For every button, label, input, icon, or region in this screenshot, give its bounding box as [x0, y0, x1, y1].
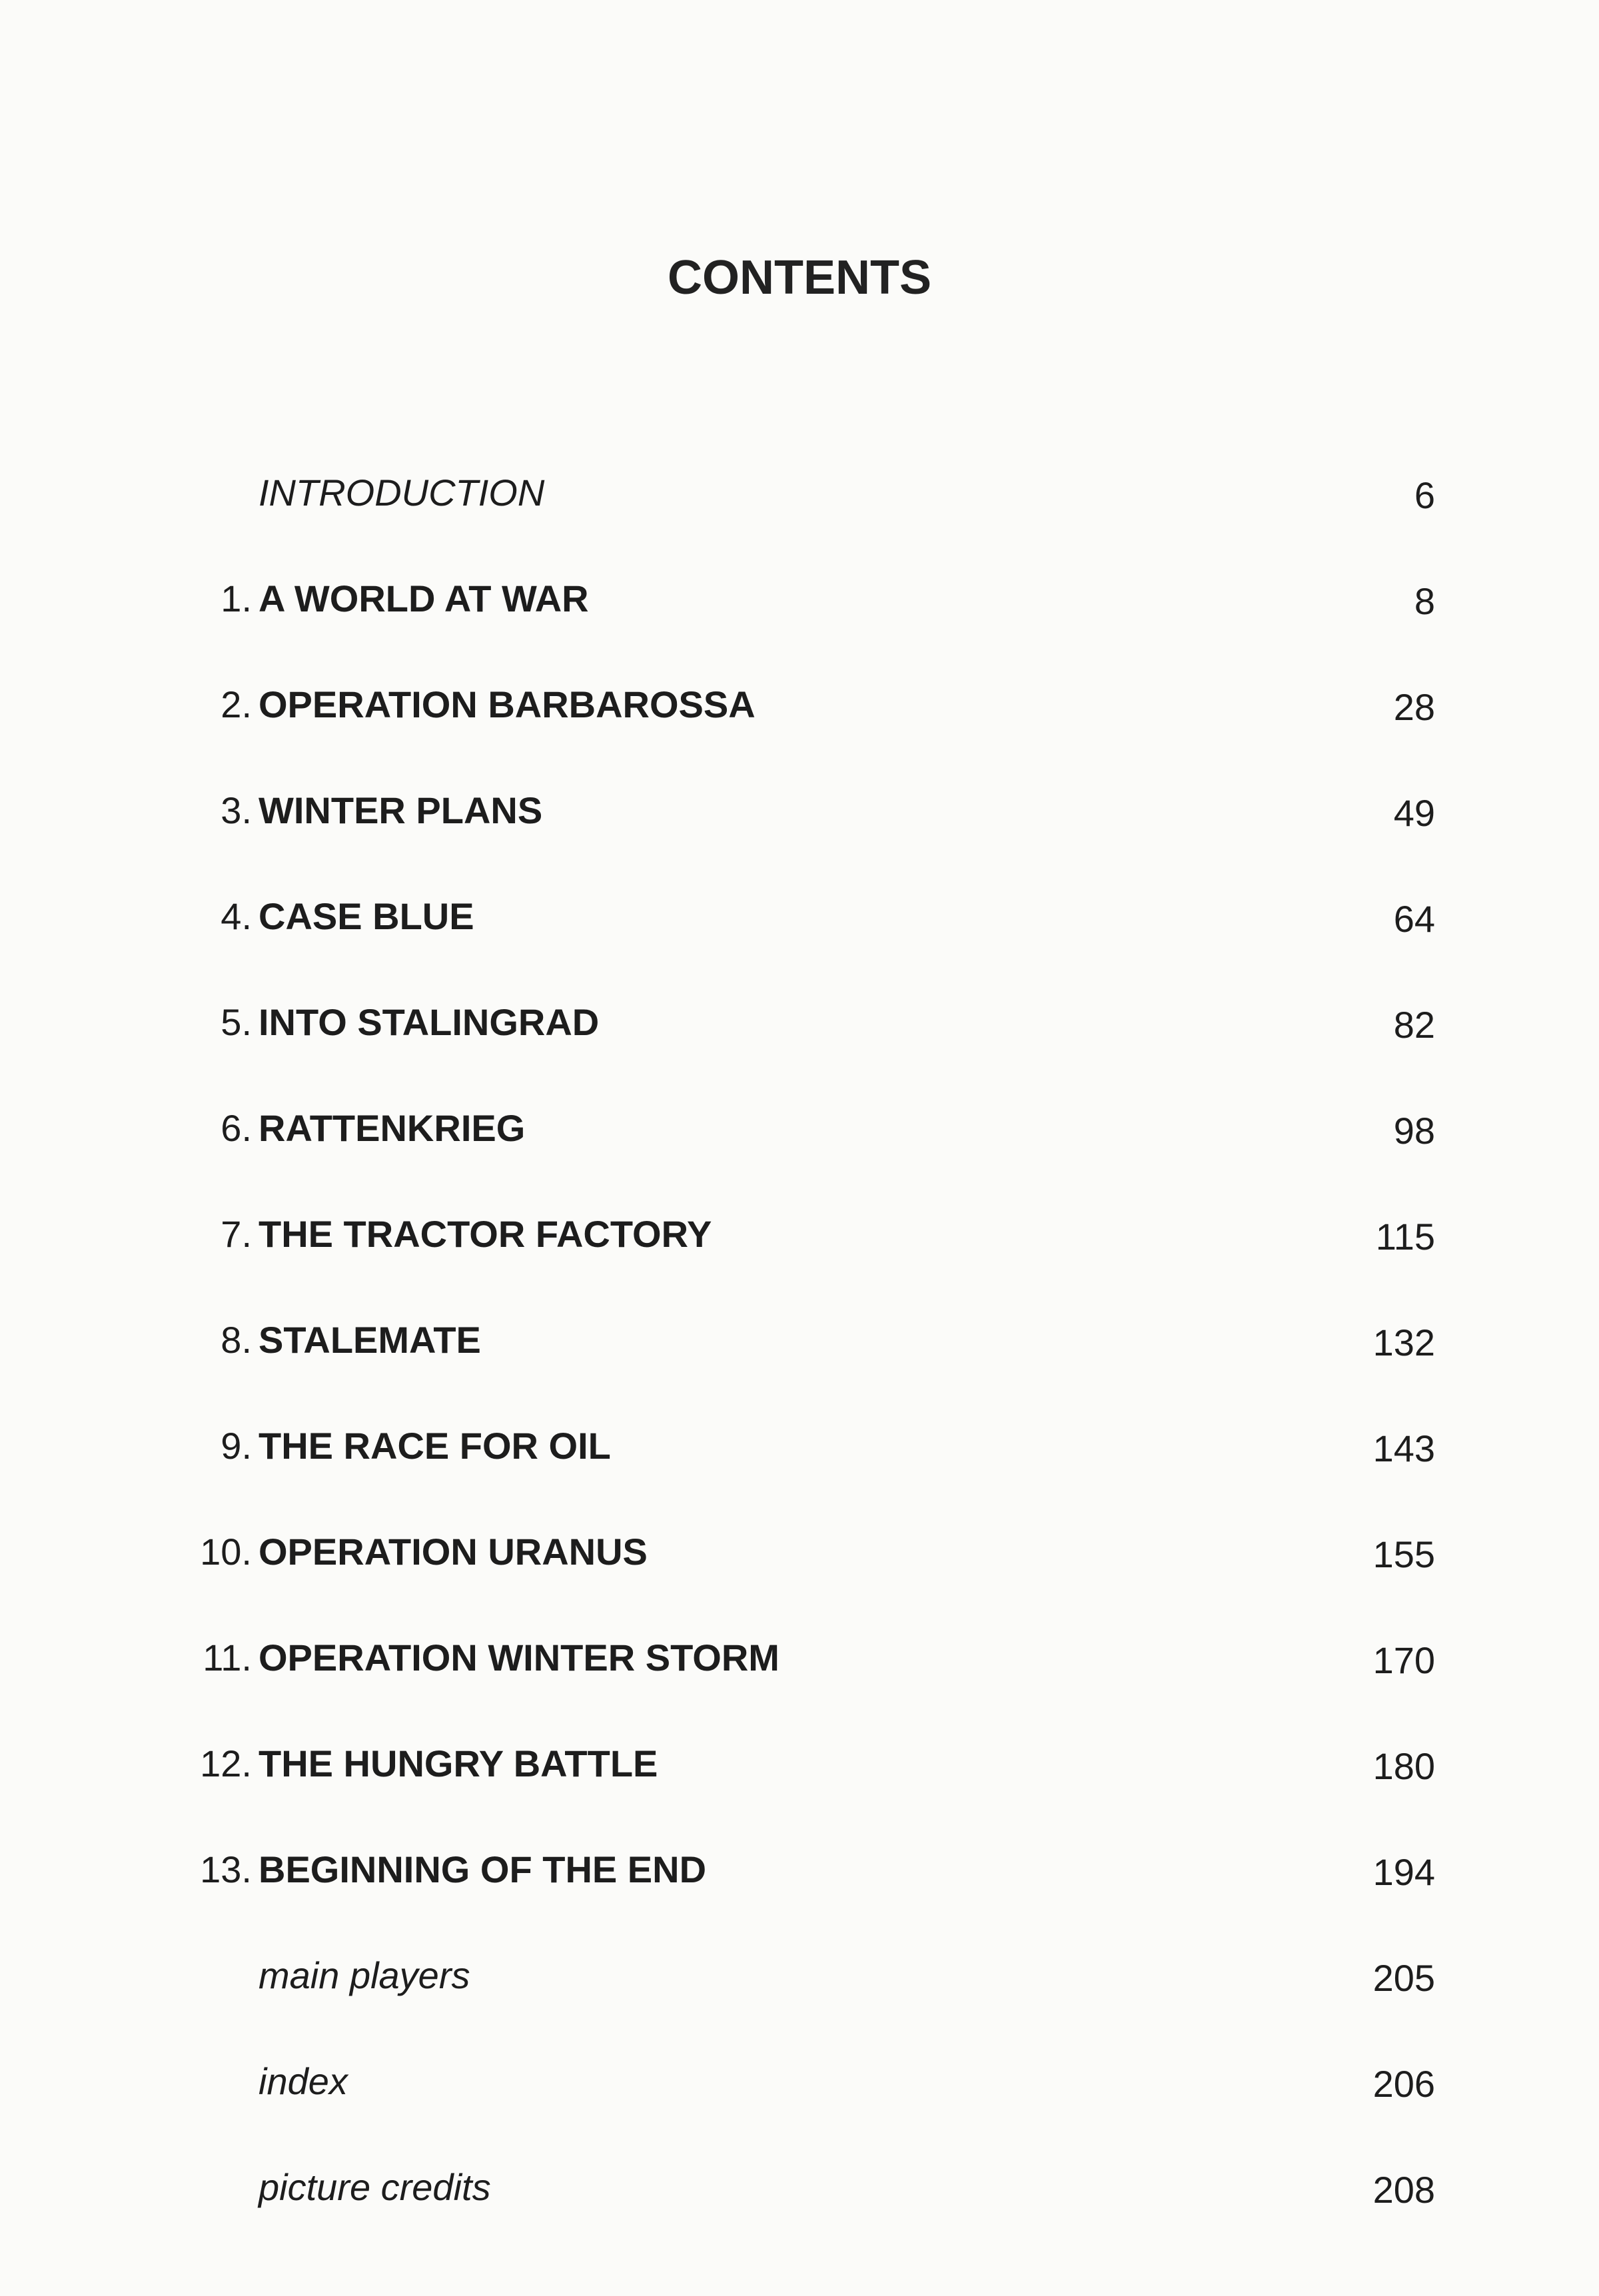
toc-entry-title: INTRODUCTION	[259, 472, 545, 514]
toc-entry-page-number: 170	[1372, 1639, 1435, 1681]
toc-entry-page-number: 82	[1393, 1004, 1435, 1046]
toc-entry-title: THE TRACTOR FACTORY	[259, 1213, 712, 1255]
toc-entry	[0, 1525, 1599, 1579]
toc-entry-number: 13.	[200, 1848, 252, 1890]
toc-entry-title: WINTER PLANS	[259, 789, 543, 831]
toc-entry-title: OPERATION BARBAROSSA	[259, 683, 756, 725]
toc-entry	[0, 1843, 1599, 1896]
toc-entry	[0, 1631, 1599, 1685]
toc-entry-page-number: 155	[1372, 1533, 1435, 1575]
toc-entry-number: 3.	[221, 789, 252, 831]
toc-entry-page-number: 132	[1372, 1322, 1435, 1363]
toc-entry-number: 10.	[200, 1531, 252, 1573]
toc-entry	[0, 466, 1599, 520]
toc-entry-title: THE HUNGRY BATTLE	[259, 1742, 658, 1784]
toc-entry-number: 6.	[221, 1107, 252, 1149]
toc-entry-title: OPERATION WINTER STORM	[259, 1637, 780, 1679]
toc-entry-title: STALEMATE	[259, 1319, 481, 1361]
toc-entry	[0, 1419, 1599, 1473]
toc-entry-page-number: 28	[1393, 686, 1435, 728]
toc-entry-number: 2.	[221, 683, 252, 725]
toc-entry	[0, 1208, 1599, 1261]
toc-entry-number: 11.	[203, 1637, 252, 1679]
toc-entry-page-number: 64	[1393, 898, 1435, 940]
toc-entry-title: main players	[259, 1954, 470, 1996]
toc-entry-page-number: 180	[1372, 1745, 1435, 1787]
toc-entry-title: CASE BLUE	[259, 895, 474, 937]
toc-entry	[0, 890, 1599, 943]
toc-entry-page-number: 98	[1393, 1110, 1435, 1152]
toc-entry-number: 1.	[221, 577, 252, 619]
toc-entry-page-number: 115	[1375, 1216, 1435, 1258]
toc-entry-number: 4.	[221, 895, 252, 937]
toc-entry	[0, 678, 1599, 731]
toc-entry	[0, 2161, 1599, 2214]
toc-entry	[0, 1314, 1599, 1367]
toc-entry-title: INTO STALINGRAD	[259, 1001, 600, 1043]
toc-entry	[0, 784, 1599, 837]
toc-entry	[0, 572, 1599, 625]
toc-entry-page-number: 49	[1393, 792, 1435, 834]
toc-entry-page-number: 205	[1372, 1957, 1435, 1999]
toc-entry-title: THE RACE FOR OIL	[259, 1425, 611, 1467]
toc-entry-number: 12.	[200, 1742, 252, 1784]
toc-entry	[0, 2055, 1599, 2108]
page-title: CONTENTS	[668, 251, 931, 304]
toc-entry-page-number: 206	[1372, 2063, 1435, 2105]
toc-entry-page-number: 143	[1372, 1427, 1435, 1469]
toc-entry-number: 5.	[221, 1001, 252, 1043]
toc-entry-title: OPERATION URANUS	[259, 1531, 648, 1573]
toc-entry-page-number: 6	[1414, 474, 1435, 516]
toc-entry-page-number: 8	[1414, 580, 1435, 622]
toc-entry-title: BEGINNING OF THE END	[259, 1848, 707, 1890]
toc-entry-number: 9.	[221, 1425, 252, 1467]
toc-entry-number: 8.	[221, 1319, 252, 1361]
toc-entry	[0, 996, 1599, 1049]
toc-entry	[0, 1737, 1599, 1790]
toc-entry-number: 7.	[221, 1213, 252, 1255]
toc-entry-title: picture credits	[259, 2166, 491, 2208]
toc-entry	[0, 1102, 1599, 1155]
toc-entry-page-number: 208	[1372, 2169, 1435, 2211]
toc-entry-title: RATTENKRIEG	[259, 1107, 526, 1149]
toc-entry-page-number: 194	[1372, 1851, 1435, 1893]
toc-entry-title: index	[259, 2060, 348, 2102]
toc-entry	[0, 1949, 1599, 2002]
toc-entry-title: A WORLD AT WAR	[259, 577, 589, 619]
